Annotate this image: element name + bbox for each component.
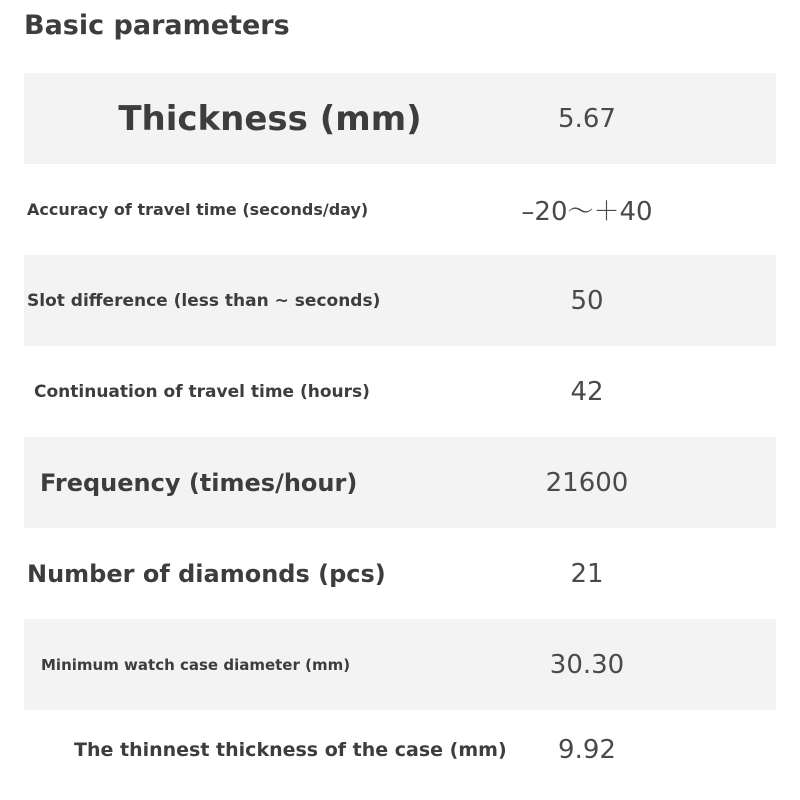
param-value: 5.67 bbox=[558, 103, 616, 134]
param-row-diamonds bbox=[24, 528, 776, 619]
param-label: Thickness (mm) bbox=[118, 98, 422, 139]
param-label: Frequency (times/hour) bbox=[40, 468, 358, 497]
param-label: Accuracy of travel time (seconds/day) bbox=[27, 200, 369, 219]
param-row-continuation bbox=[24, 346, 776, 437]
parameters-table bbox=[24, 73, 776, 790]
param-label: Number of diamonds (pcs) bbox=[27, 559, 386, 588]
param-row-thinnest-case bbox=[24, 710, 776, 790]
param-label: Slot difference (less than ~ seconds) bbox=[27, 290, 381, 311]
param-value: 50 bbox=[570, 285, 604, 316]
param-row-slot-difference bbox=[24, 255, 776, 346]
param-row-min-case-diameter bbox=[24, 619, 776, 710]
param-label: Minimum watch case diameter (mm) bbox=[41, 655, 351, 674]
param-row-accuracy bbox=[24, 164, 776, 255]
param-value: 21600 bbox=[545, 467, 629, 498]
param-row-frequency bbox=[24, 437, 776, 528]
param-label: Continuation of travel time (hours) bbox=[34, 381, 370, 402]
param-value: 9.92 bbox=[558, 735, 616, 765]
param-value: 30.30 bbox=[549, 649, 625, 680]
param-label: The thinnest thickness of the case (mm) bbox=[74, 739, 507, 761]
param-value: 21 bbox=[570, 558, 604, 589]
param-value: –20～＋40 bbox=[521, 197, 653, 227]
param-row-thickness bbox=[24, 73, 776, 164]
param-value: 42 bbox=[570, 376, 604, 407]
page-title: Basic parameters bbox=[24, 10, 290, 41]
